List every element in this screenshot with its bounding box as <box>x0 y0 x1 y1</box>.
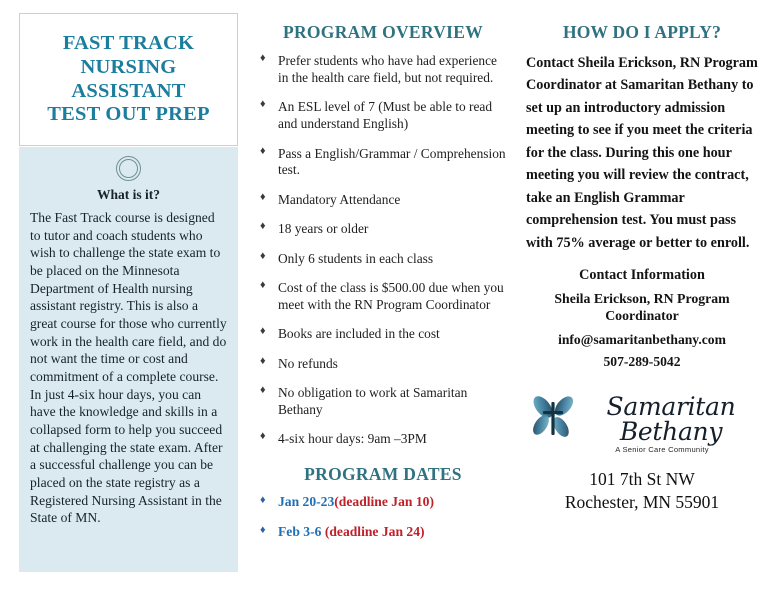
how-do-i-apply-body: Contact Sheila Erickson, RN Program Coordinator at Samaritan Bethany to set up an introductory admission meeting to see if you meet the criteria for the class. During this one hour meeting you will review the contract, take an English Grammar comprehension test. You must pass with 75% average or better to enroll. <box>526 55 758 251</box>
contact-information-block <box>526 267 758 370</box>
what-is-it-panel <box>19 147 238 572</box>
double-ring-icon <box>30 156 227 181</box>
left-column <box>0 0 252 572</box>
logo-row <box>526 391 758 446</box>
list-item: ♦ An ESL level of 7 (Must be able to read and understand English) <box>256 99 510 133</box>
contact-email[interactable]: info@samaritanbethany.com <box>558 331 726 347</box>
contact-information-heading: Contact Information <box>579 266 705 283</box>
list-item: ♦ Prefer students who have had experience in the health care field, but not required. <box>256 53 510 87</box>
title-box <box>19 13 238 146</box>
list-item: ♦ Mandatory Attendance <box>256 192 510 209</box>
list-item: ♦ Pass a English/Grammar / Comprehension test. <box>256 146 510 180</box>
program-overview-list <box>256 53 510 448</box>
address-line-2: Rochester, MN 55901 <box>564 492 720 513</box>
ring-inner <box>119 159 138 178</box>
program-overview-heading: PROGRAM OVERVIEW <box>282 22 484 42</box>
brochure-title <box>47 32 209 128</box>
logo-tagline: A Senior Care Community <box>615 444 709 454</box>
title-line-1: FAST TRACK <box>62 31 195 54</box>
middle-column <box>252 0 518 553</box>
program-dates-heading: PROGRAM DATES <box>304 464 462 485</box>
program-dates-list <box>256 493 510 540</box>
list-item <box>256 493 510 511</box>
date-range: Feb 3-6 <box>278 523 325 539</box>
contact-name: Sheila Erickson, RN Program Coordinator <box>554 290 730 323</box>
date-deadline: (deadline Jan 10) <box>334 494 434 510</box>
how-do-i-apply-heading: HOW DO I APPLY? <box>562 22 722 42</box>
list-item: ♦ 4-six hour days: 9am –3PM <box>256 431 510 448</box>
list-item: ♦ No refunds <box>256 356 510 373</box>
address-block <box>526 468 758 516</box>
what-is-it-body: The Fast Track course is designed to tutor and coach students who wish to challenge the state exam to be placed on the Minnesota Department of Health nursing assistant registry. This is also a great course for those who currently work in the health care field, and do not want the time or cost and commitment of a complete course. In just 4-six hour days, you can have the knowledge and skills in a collapsed form to help you succeed at challenging the state exam. After a successful challenge you can be placed on the state registry as a Registered Nursing Assistant in the State of MN. <box>30 210 227 526</box>
logo-wordmark: Samaritan Bethany <box>606 391 736 446</box>
date-range: Jan 20-23 <box>278 494 335 510</box>
list-item: ♦ Cost of the class is $500.00 due when you meet with the RN Program Coordinator <box>256 280 510 314</box>
date-deadline: (deadline Jan 24) <box>324 523 425 539</box>
what-is-it-heading: What is it? <box>96 187 160 202</box>
title-line-3: ASSISTANT <box>71 79 186 102</box>
contact-phone[interactable]: 507-289-5042 <box>603 353 681 369</box>
title-line-4: TEST OUT PREP <box>47 103 210 126</box>
address-line-1: 101 7th St NW <box>589 468 695 489</box>
list-item: ♦ No obligation to work at Samaritan Bethany <box>256 385 510 419</box>
list-item: ♦ Only 6 students in each class <box>256 251 510 268</box>
list-item: ♦ Books are included in the cost <box>256 326 510 343</box>
flower-cross-icon <box>526 392 582 442</box>
list-item: ♦ 18 years or older <box>256 221 510 238</box>
title-line-2: NURSING <box>80 55 177 78</box>
right-column <box>518 0 768 515</box>
samaritan-bethany-logo <box>526 392 758 454</box>
list-item <box>256 523 510 541</box>
ring-outer <box>116 156 141 181</box>
